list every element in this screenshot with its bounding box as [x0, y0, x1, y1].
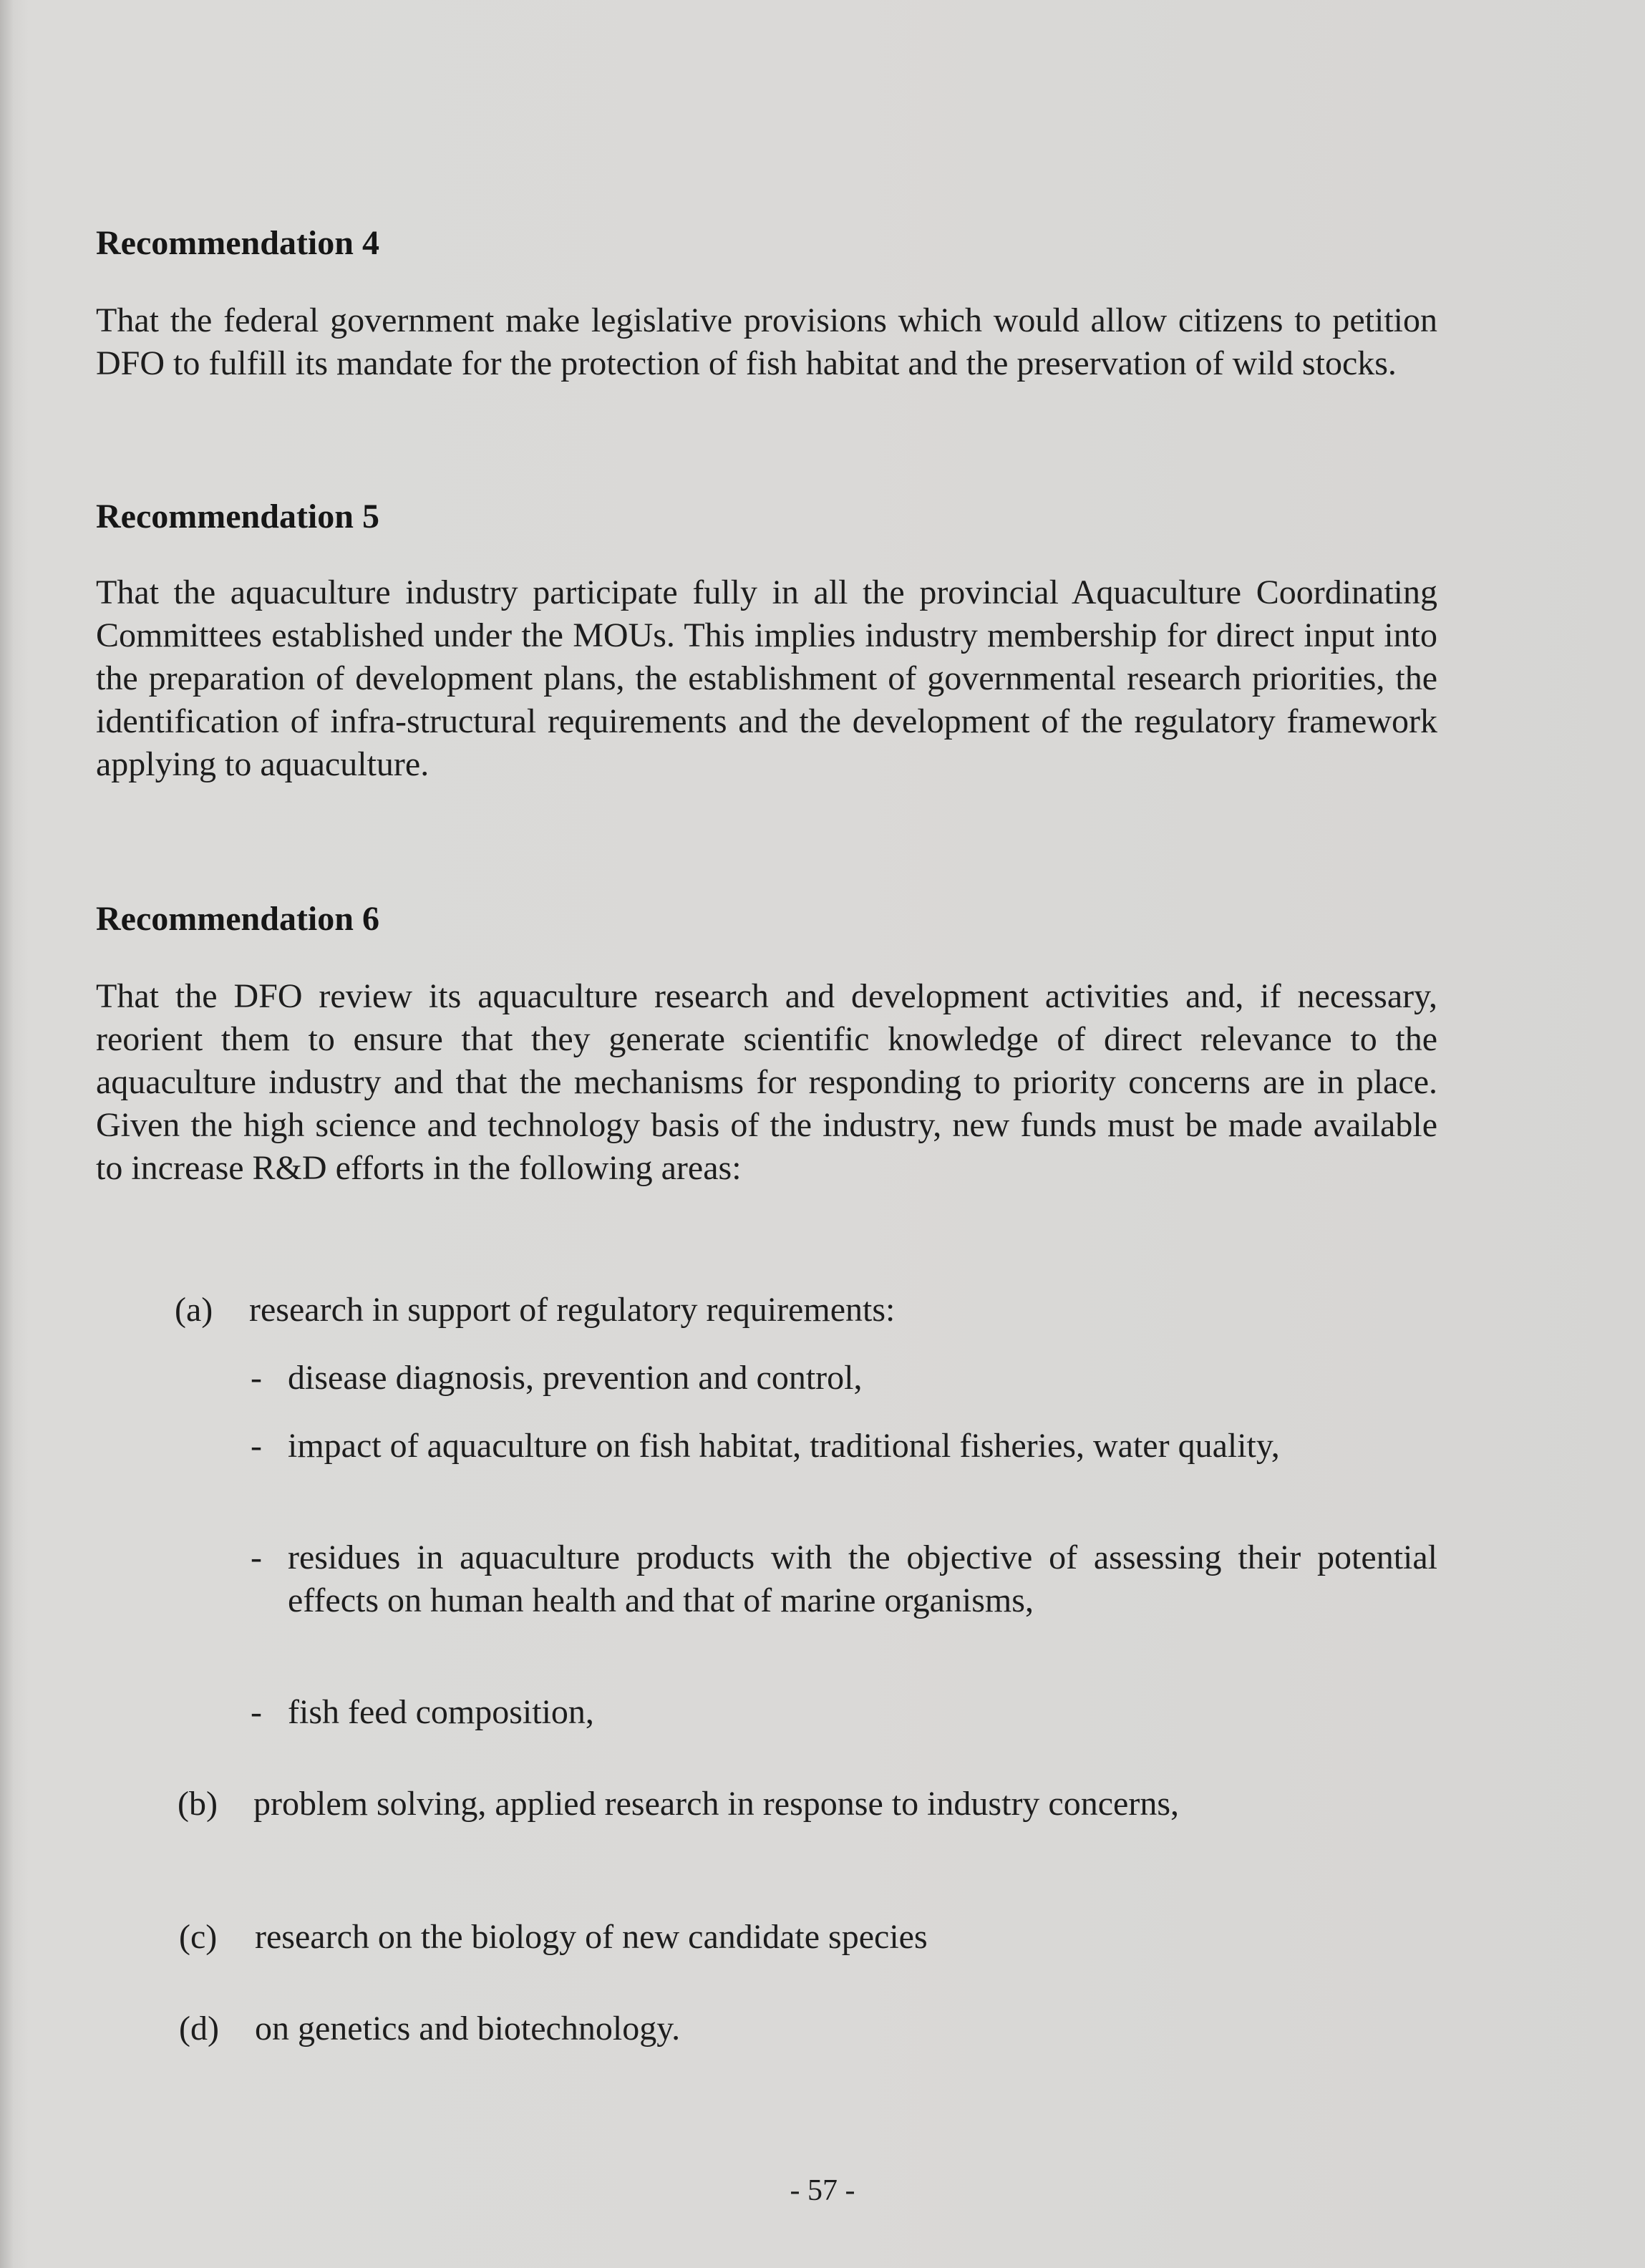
subitem-3-marker: -	[251, 1538, 262, 1576]
recommendation-4-heading: Recommendation 4	[96, 224, 379, 262]
subitem-1-marker: -	[251, 1359, 262, 1397]
area-c-marker: (c)	[179, 1918, 218, 1956]
subitem-4-marker: -	[251, 1693, 262, 1731]
recommendation-4-text: That the federal government make legislative provisions which would allow citizens to petition DFO to fulfill its mandate for the protection of fish habitat and the preservation of wild stocks.	[96, 301, 1437, 382]
page-edge-shadow	[0, 0, 13, 2268]
area-a-marker: (a)	[175, 1291, 213, 1329]
subitem-3-text: residues in aquaculture products with the objective of assessing their potential effects on human health and that of marine organisms,	[288, 1538, 1437, 1619]
area-b-text: problem solving, applied research in response to industry concerns,	[253, 1785, 1179, 1823]
subitem-2-text: impact of aquaculture on fish habitat, traditional fisheries, water quality,	[288, 1427, 1280, 1465]
area-d-text: on genetics and biotechnology.	[255, 2010, 681, 2048]
area-a-text: research in support of regulatory requirements:	[249, 1291, 896, 1329]
subitem-4-text: fish feed composition,	[288, 1693, 594, 1731]
subitem-1-text: disease diagnosis, prevention and control,	[288, 1359, 863, 1397]
recommendation-6-heading: Recommendation 6	[96, 900, 379, 938]
recommendation-5-text: That the aquaculture industry participate fully in all the provincial Aquaculture Coordinating Committees established under the MOUs. This implies industry membership for direct input into the preparation of development plans, the establishment of governmental research priorities, the identification of infra-structural requirements and the development of the regulatory framework applying to aquaculture.	[96, 573, 1437, 783]
recommendation-5-heading: Recommendation 5	[96, 498, 379, 536]
area-d-marker: (d)	[179, 2010, 219, 2048]
area-c-text: research on the biology of new candidate species	[255, 1918, 928, 1956]
subitem-2-marker: -	[251, 1427, 262, 1465]
area-b-marker: (b)	[178, 1785, 218, 1823]
recommendation-6-text: That the DFO review its aquaculture research and development activities and, if necessary, reorient them to ensure that they generate scientific knowledge of direct relevance to the aquaculture industry and that the mechanisms for responding to priority concerns are in place. Given the high science and technology basis of the industry, new funds must be made available to increase R&D efforts in the following areas:	[96, 977, 1437, 1187]
page-number: - 57 -	[790, 2174, 855, 2207]
